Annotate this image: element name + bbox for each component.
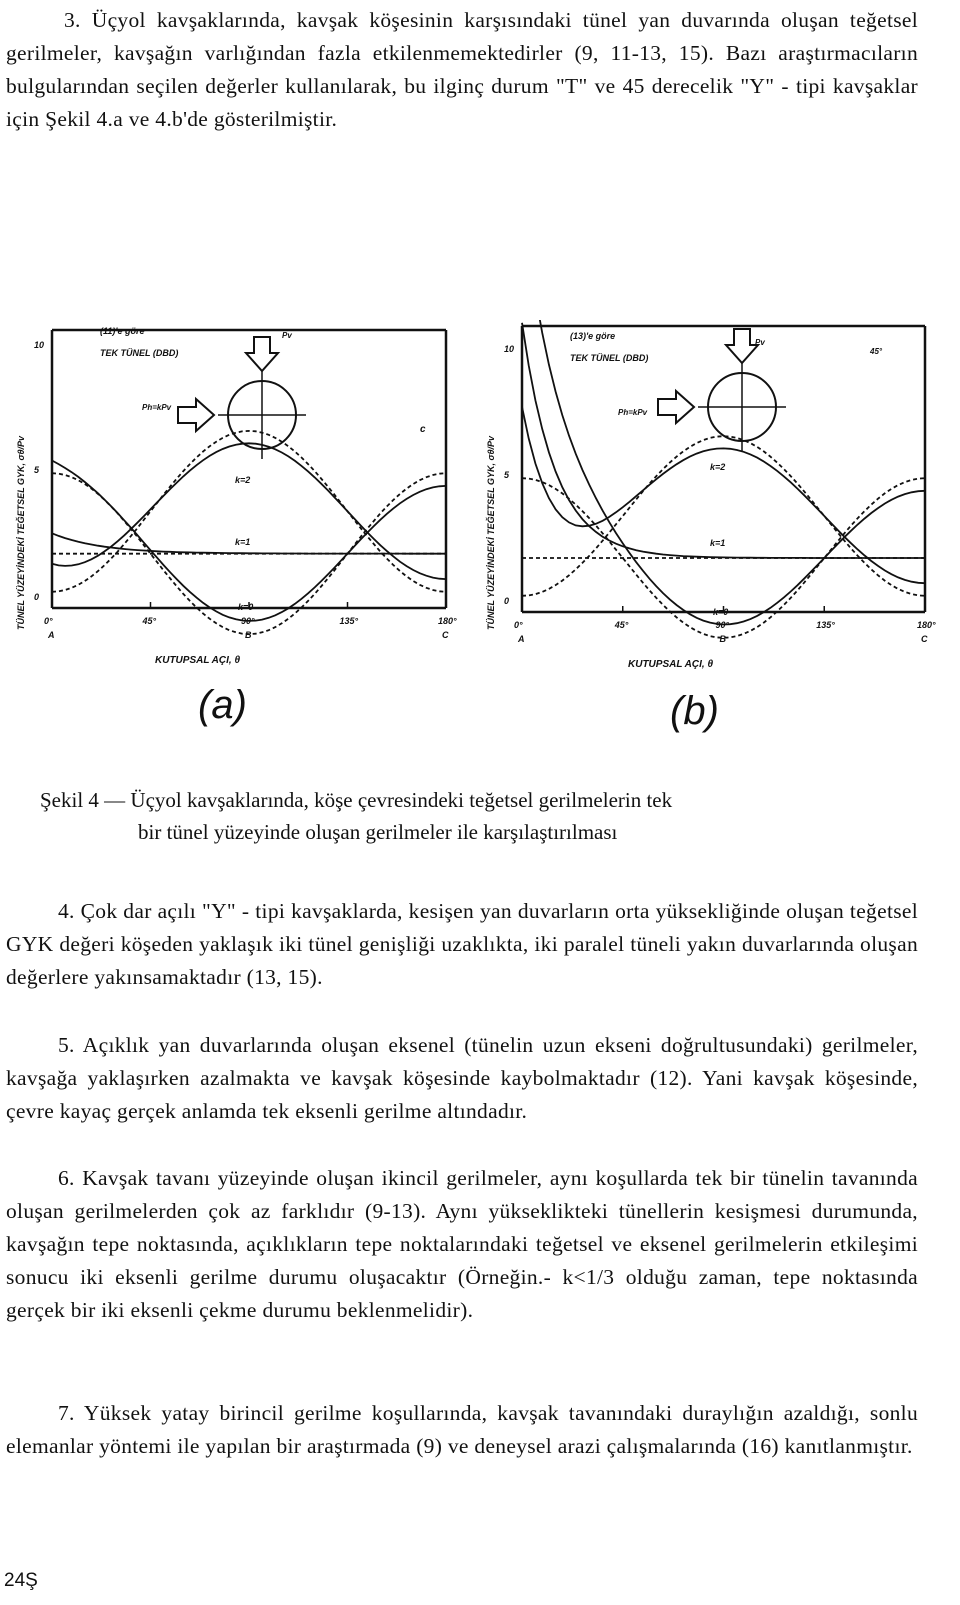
panel-b-curve-k2-single bbox=[522, 436, 925, 596]
panel-b-x-point-C: C bbox=[921, 634, 928, 644]
panel-a-k1-label: k=1 bbox=[235, 537, 251, 547]
panel-a-legend-2: TEK TÜNEL (DBD) bbox=[100, 348, 179, 358]
panel-b-legend-1: (13)'e göre bbox=[570, 331, 616, 341]
panel-a-x-tick-3: 135° bbox=[339, 616, 359, 626]
panel-b-ylabel: TÜNEL YÜZEYİNDEKİ TEĞETSEL GYK, σθ/Pv bbox=[486, 435, 496, 630]
paragraph-3: 3. Üçyol kavşaklarında, kavşak köşesinin karşısındaki tünel yan duvarında oluşan teğetsel gerilmeler, kavşağın varlığından fazla etkilenmemektedirler (9, 11-13, 15). Bazı araştırmacıların bulgularından seçilen değerler kullanılarak, bu ilginç durum "T" ve 45 derecelik "Y" - tipi kavşaklar için Şekil 4.a ve 4.b'de gösterilmiştir. bbox=[6, 8, 918, 131]
caption-line-2: bir tünel yüzeyinde oluşan gerilmeler ile karşılaştırılması bbox=[138, 820, 618, 844]
panel-b-load-h: Ph=kPv bbox=[618, 408, 648, 417]
panel-a-y-tick-5: 5 bbox=[34, 465, 40, 475]
caption-line-1: Şekil 4 — Üçyol kavşaklarında, köşe çevresindeki teğetsel gerilmelerin tek bbox=[40, 788, 673, 812]
panel-b-xlabel: KUTUPSAL AÇI, θ bbox=[628, 659, 714, 670]
panel-b-x-tick-0: 0° bbox=[514, 620, 523, 630]
panel-a-legend-1: (11)'e göre bbox=[100, 326, 145, 336]
panel-a-k2-label: k=2 bbox=[235, 475, 251, 485]
panel-b-k1-label: k=1 bbox=[710, 538, 726, 548]
panel-b-y-tick-5: 5 bbox=[504, 470, 510, 480]
panel-a-x-point-A: A bbox=[48, 630, 55, 640]
chart-panel-b bbox=[470, 320, 950, 750]
figure-caption bbox=[40, 784, 920, 848]
panel-a-curve-k2-single bbox=[52, 431, 446, 592]
panel-b-label: (b) bbox=[670, 689, 719, 733]
panel-a-ylabel: TÜNEL YÜZEYİNDEKİ TEĞETSEL GYK, σθ/Pv bbox=[16, 435, 26, 630]
page-number: 24Ş bbox=[4, 1570, 38, 1591]
panel-a-x-point-C: C bbox=[442, 630, 449, 640]
panel-b-y-tick-10: 10 bbox=[504, 344, 515, 354]
paragraph-5: 5. Açıklık yan duvarlarında oluşan eksenel (tünelin uzun ekseni doğrultusundaki) gerilmeler, kavşağa yaklaşırken azalmakta ve kavşak köşesinde kaybolmaktadır (12). Yani kavşak köşesinde, çevre kayaç gerçek anlamda tek eksenli gerilme altındadır. bbox=[6, 1033, 918, 1123]
panel-a-y-tick-0: 0 bbox=[34, 592, 40, 602]
panel-a-x-tick-4: 180° bbox=[438, 616, 457, 626]
panel-a-x-point-B: B bbox=[245, 630, 252, 640]
panel-b-legend-2: TEK TÜNEL (DBD) bbox=[570, 353, 649, 363]
panel-a-x-tick-1: 45° bbox=[142, 616, 157, 626]
paragraph-6: 6. Kavşak tavanı yüzeyinde oluşan ikincil gerilmeler, aynı koşullarda tek bir tünelin tavanında oluşan gerilmelerden çok az farklıdır (9-13). Aynı yükseklikteki tünellerin kesişmesi durumunda, kavşağın tepe noktasında, açıklıkların tepe noktalarındaki teğetsel ve eksenel gerilmelerin etkileşimi sonucu iki eksenli gerilme durumu oluşacaktır (Örneğin.- k<1/3 olduğu zaman, tepe noktasında gerçek bir iki eksenli çekme durumu beklenmelidir). bbox=[6, 1166, 918, 1322]
panel-a-y-tick-10: 10 bbox=[34, 340, 45, 350]
panel-b-y-tick-0: 0 bbox=[504, 596, 510, 606]
panel-a-load-v: Pv bbox=[282, 331, 292, 340]
panel-b-curve-k0-junction bbox=[522, 320, 925, 625]
panel-b-plot bbox=[504, 320, 936, 644]
panel-a-horizontal-load-arrow bbox=[178, 399, 214, 431]
panel-b-horizontal-load-arrow bbox=[658, 391, 694, 423]
panel-a-x-tick-2: 90° bbox=[241, 616, 255, 626]
chart-panel-a bbox=[0, 320, 470, 750]
panel-a-label: (a) bbox=[198, 683, 247, 727]
panel-b-x-tick-4: 180° bbox=[917, 620, 936, 630]
paragraph-4: 4. Çok dar açılı "Y" - tipi kavşaklarda, kesişen yan duvarların orta yüksekliğinde oluşan teğetsel GYK değeri köşeden yaklaşık iki tünel genişliği uzaklıkta, iki paralel tüneli yakın duvarlarında oluşan değerlere yakınsamaktadır (13, 15). bbox=[6, 899, 918, 989]
panel-b-x-tick-3: 135° bbox=[816, 620, 835, 630]
panel-b-x-point-B: B bbox=[719, 634, 726, 644]
panel-b-x-tick-2: 90° bbox=[715, 620, 730, 630]
panel-b-x-tick-1: 45° bbox=[614, 620, 629, 630]
panel-a-plot bbox=[34, 330, 457, 640]
figure-4 bbox=[0, 320, 960, 750]
panel-b-x-point-A: A bbox=[518, 634, 525, 644]
panel-a-k0-label: k=0 bbox=[238, 602, 254, 612]
panel-b-k2-label: k=2 bbox=[710, 462, 726, 472]
panel-a-xlabel: KUTUPSAL AÇI, θ bbox=[155, 655, 241, 666]
panel-b-k0-label: k=0 bbox=[713, 607, 729, 617]
panel-a-x-tick-0: 0° bbox=[44, 616, 53, 626]
panel-a-vertical-load-arrow bbox=[246, 337, 278, 371]
panel-a-load-h: Ph=kPv bbox=[142, 403, 172, 412]
paragraph-7: 7. Yüksek yatay birincil gerilme koşullarında, kavşak tavanındaki duraylığın azaldığı, sonlu elemanlar yöntemi ile yapılan bir araştırmada (9) ve deneysel arazi çalışmalarında (16) kanıtlanmıştır. bbox=[6, 1401, 918, 1458]
panel-b-angle-label: 45° bbox=[870, 347, 883, 356]
panel-b-vertical-load-arrow bbox=[726, 329, 758, 363]
panel-a-corner-c: c bbox=[420, 424, 426, 435]
panel-b-load-v: Pv bbox=[755, 338, 765, 347]
